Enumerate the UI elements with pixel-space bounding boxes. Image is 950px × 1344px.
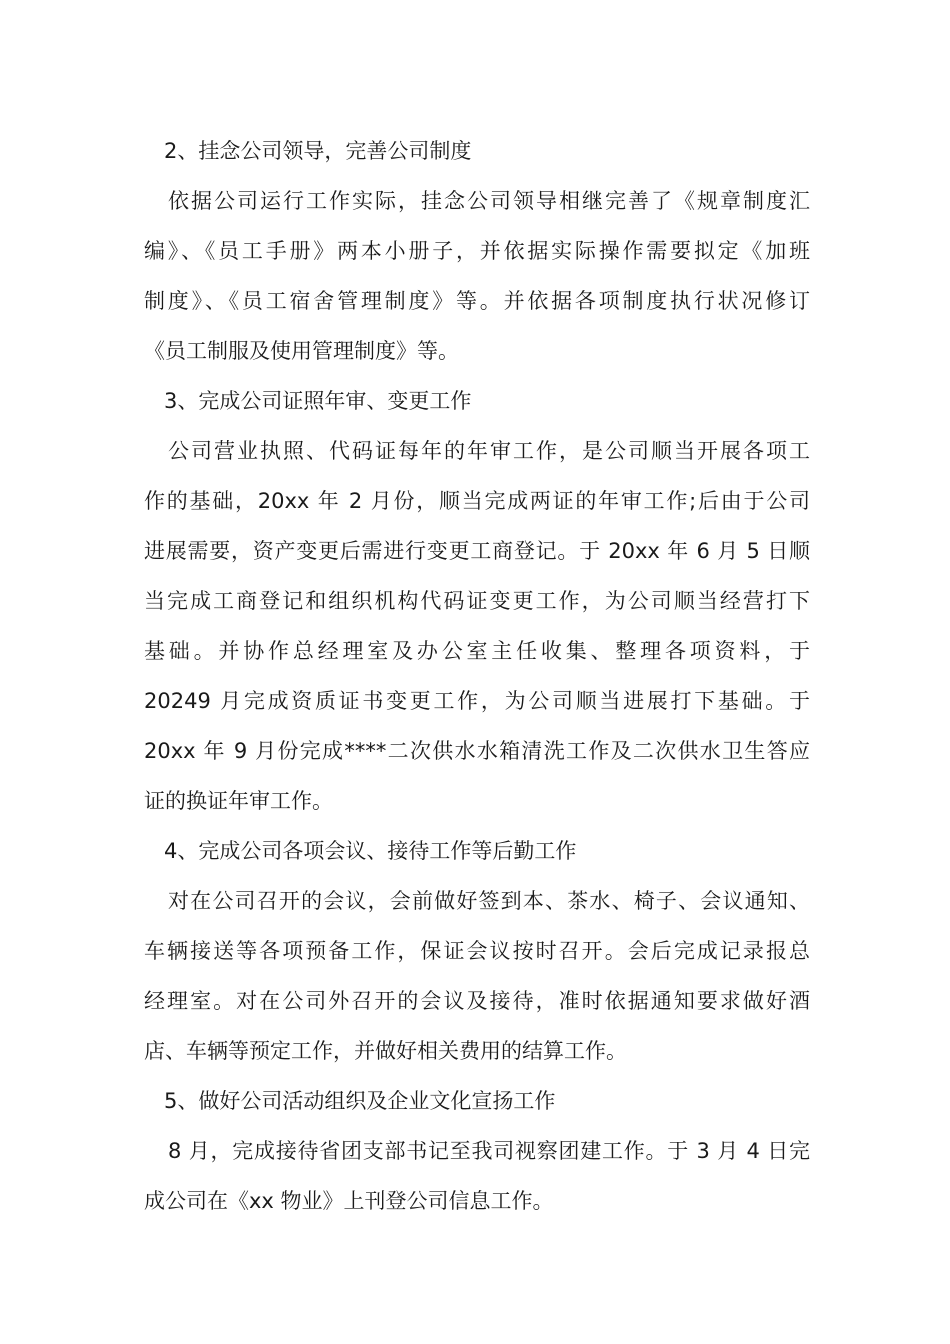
- paragraph-line: 依据公司运行工作实际，挂念公司领导相继完善了《规章制度汇: [168, 189, 810, 213]
- section-heading: 5、做好公司活动组织及企业文化宣扬工作: [164, 1089, 556, 1113]
- section-heading: 3、完成公司证照年审、变更工作: [164, 389, 472, 413]
- paragraph-line: 成公司在《xx 物业》上刊登公司信息工作。: [144, 1189, 554, 1213]
- paragraph-line: 经理室。对在公司外召开的会议及接待，准时依据通知要求做好酒: [144, 989, 810, 1013]
- paragraph-line: 作的基础，20xx 年 2 月份，顺当完成两证的年审工作;后由于公司: [144, 489, 810, 513]
- paragraph-line: 进展需要，资产变更后需进行变更工商登记。于 20xx 年 6 月 5 日顺: [144, 539, 810, 563]
- paragraph-line: 证的换证年审工作。: [144, 789, 333, 813]
- paragraph-line: 车辆接送等各项预备工作，保证会议按时召开。会后完成记录报总: [144, 939, 810, 963]
- paragraph-line: 20xx 年 9 月份完成****二次供水水箱清洗工作及二次供水卫生答应: [144, 739, 810, 763]
- paragraph-line: 店、车辆等预定工作，并做好相关费用的结算工作。: [144, 1039, 627, 1063]
- paragraph-line: 20249 月完成资质证书变更工作，为公司顺当进展打下基础。于: [144, 689, 810, 713]
- paragraph-line: 对在公司召开的会议，会前做好签到本、茶水、椅子、会议通知、: [168, 889, 810, 913]
- document-body: [144, 126, 810, 1226]
- paragraph-line: 8 月，完成接待省团支部书记至我司视察团建工作。于 3 月 4 日完: [168, 1139, 810, 1163]
- section-heading: 4、完成公司各项会议、接待工作等后勤工作: [164, 839, 577, 863]
- paragraph-line: 基础。并协作总经理室及办公室主任收集、整理各项资料，于: [144, 639, 810, 663]
- paragraph-line: 制度》、《员工宿舍管理制度》等。并依据各项制度执行状况修订: [144, 289, 810, 313]
- paragraph-line: 《员工制服及使用管理制度》等。: [144, 339, 459, 363]
- paragraph-line: 公司营业执照、代码证每年的年审工作，是公司顺当开展各项工: [168, 439, 810, 463]
- section-heading: 2、挂念公司领导，完善公司制度: [164, 139, 472, 163]
- paragraph-line: 当完成工商登记和组织机构代码证变更工作，为公司顺当经营打下: [144, 589, 810, 613]
- paragraph-line: 编》、《员工手册》两本小册子，并依据实际操作需要拟定《加班: [144, 239, 810, 263]
